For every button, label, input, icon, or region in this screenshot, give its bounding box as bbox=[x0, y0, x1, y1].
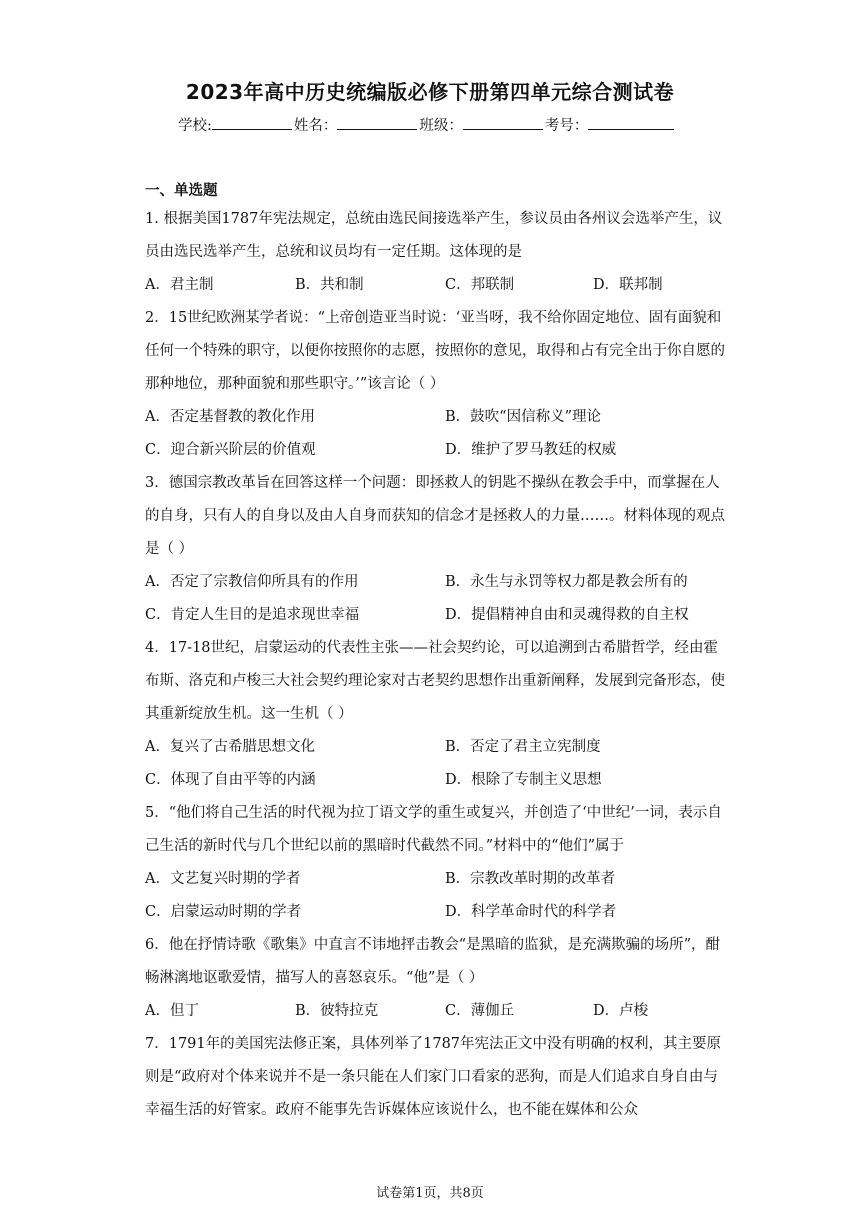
option-c: C．迎合新兴阶层的价值观 bbox=[145, 442, 316, 458]
exam-title: 2023年高中历史统编版必修下册第四单元综合测试卷 bbox=[185, 80, 675, 104]
option-d: D．提倡精神自由和灵魂得救的自主权 bbox=[445, 607, 689, 623]
option-c: C．薄伽丘 bbox=[445, 1003, 515, 1019]
question-3-text: 3．德国宗教改革旨在回答这样一个问题：即拯救人的钥匙不操纵在教会手中，而掌握在人的自身，只有人的自身以及由人自身而获知的信念才是拯救人的力量……。材料体现的观点是（ ） bbox=[145, 475, 725, 557]
question-1-options bbox=[145, 269, 725, 302]
class-blank bbox=[463, 115, 543, 130]
page-footer: 试卷第1页，共8页 bbox=[376, 1186, 484, 1201]
school-blank bbox=[212, 115, 292, 130]
option-b: B．彼特拉克 bbox=[295, 1003, 379, 1019]
exam-no-label: 考号： bbox=[544, 118, 589, 134]
option-b: B．共和制 bbox=[295, 277, 364, 293]
question-list bbox=[145, 203, 725, 1127]
option-b: B．鼓吹“因信称义”理论 bbox=[445, 409, 601, 425]
question-2-text: 2．15世纪欧洲某学者说：“上帝创造亚当时说：‘亚当呀，我不给你固定地位、固有面貌和任何一个特殊的职守，以便你按照你的志愿，按照你的意见，取得和占有完全出于你自愿的那种地位，那种面貌和那些职守。’”该言论（ ） bbox=[145, 310, 725, 392]
question-5-text: 5．“他们将自己生活的时代视为拉丁语文学的重生或复兴，并创造了‘中世纪’一词，表示自己生活的新时代与几个世纪以前的黑暗时代截然不同。”材料中的“他们”属于 bbox=[145, 805, 722, 854]
name-blank bbox=[337, 115, 417, 130]
question-2-options-row-2 bbox=[145, 434, 725, 467]
option-c: C．邦联制 bbox=[445, 277, 515, 293]
school-label: 学校: bbox=[178, 118, 212, 134]
exam-no-blank bbox=[588, 115, 674, 130]
question-2-options-row-1 bbox=[145, 401, 725, 434]
question-4-text: 4．17-18世纪，启蒙运动的代表性主张——社会契约论，可以追溯到古希腊哲学，经由霍布斯、洛克和卢梭三大社会契约理论家对古老契约思想作出重新阐释，发展到完备形态，使其重新绽放生机。这一生机（ ） bbox=[145, 640, 725, 722]
name-label: 姓名： bbox=[293, 118, 338, 134]
option-a: A．复兴了古希腊思想文化 bbox=[145, 739, 315, 755]
student-info-line bbox=[178, 114, 676, 135]
option-d: D．卢梭 bbox=[593, 1003, 649, 1019]
option-a: A．否定基督教的教化作用 bbox=[145, 409, 315, 425]
option-d: D．根除了专制主义思想 bbox=[445, 772, 602, 788]
question-7-text: 7．1791年的美国宪法修正案，具体列举了1787年宪法正文中没有明确的权利，其主要原则是“政府对个体来说并不是一条只能在人们家门口看家的恶狗，而是人们追求自身自由与幸福生活的好管家。政府不能事先告诉媒体应该说什么，也不能在媒体和公众 bbox=[145, 1036, 722, 1118]
section-title: 一、单选题 bbox=[145, 183, 218, 199]
option-c: C．启蒙运动时期的学者 bbox=[145, 904, 302, 920]
class-label: 班级： bbox=[419, 118, 463, 134]
option-d: D．联邦制 bbox=[593, 277, 663, 293]
option-a: A．君主制 bbox=[145, 277, 214, 293]
option-b: B．否定了君主立宪制度 bbox=[445, 739, 601, 755]
option-b: B．永生与永罚等权力都是教会所有的 bbox=[445, 574, 688, 590]
option-a: A．否定了宗教信仰所具有的作用 bbox=[145, 574, 359, 590]
question-5-options-row-2 bbox=[145, 896, 725, 929]
question-1-text: 1. 根据美国1787年宪法规定，总统由选民间接选举产生，参议员由各州议会选举产生，议员由选民选举产生，总统和议员均有一定任期。这体现的是 bbox=[145, 211, 723, 260]
option-d: D．科学革命时代的科学者 bbox=[445, 904, 617, 920]
option-c: C．体现了自由平等的内涵 bbox=[145, 772, 316, 788]
question-6-options bbox=[145, 995, 725, 1028]
question-4-options-row-1 bbox=[145, 731, 725, 764]
question-6-text: 6．他在抒情诗歌《歌集》中直言不讳地抨击教会“是黑暗的监狱，是充满欺骗的场所”，酣畅淋漓地讴歌爱情，描写人的喜怒哀乐。“他”是（ ） bbox=[145, 937, 721, 986]
question-3-options-row-1 bbox=[145, 566, 725, 599]
option-d: D．维护了罗马教廷的权威 bbox=[445, 442, 617, 458]
question-3-options-row-2 bbox=[145, 599, 725, 632]
option-a: A．但丁 bbox=[145, 1003, 199, 1019]
option-b: B．宗教改革时期的改革者 bbox=[445, 871, 616, 887]
question-4-options-row-2 bbox=[145, 764, 725, 797]
option-c: C．肯定人生目的是追求现世幸福 bbox=[145, 607, 360, 623]
question-5-options-row-1 bbox=[145, 863, 725, 896]
option-a: A．文艺复兴时期的学者 bbox=[145, 871, 301, 887]
